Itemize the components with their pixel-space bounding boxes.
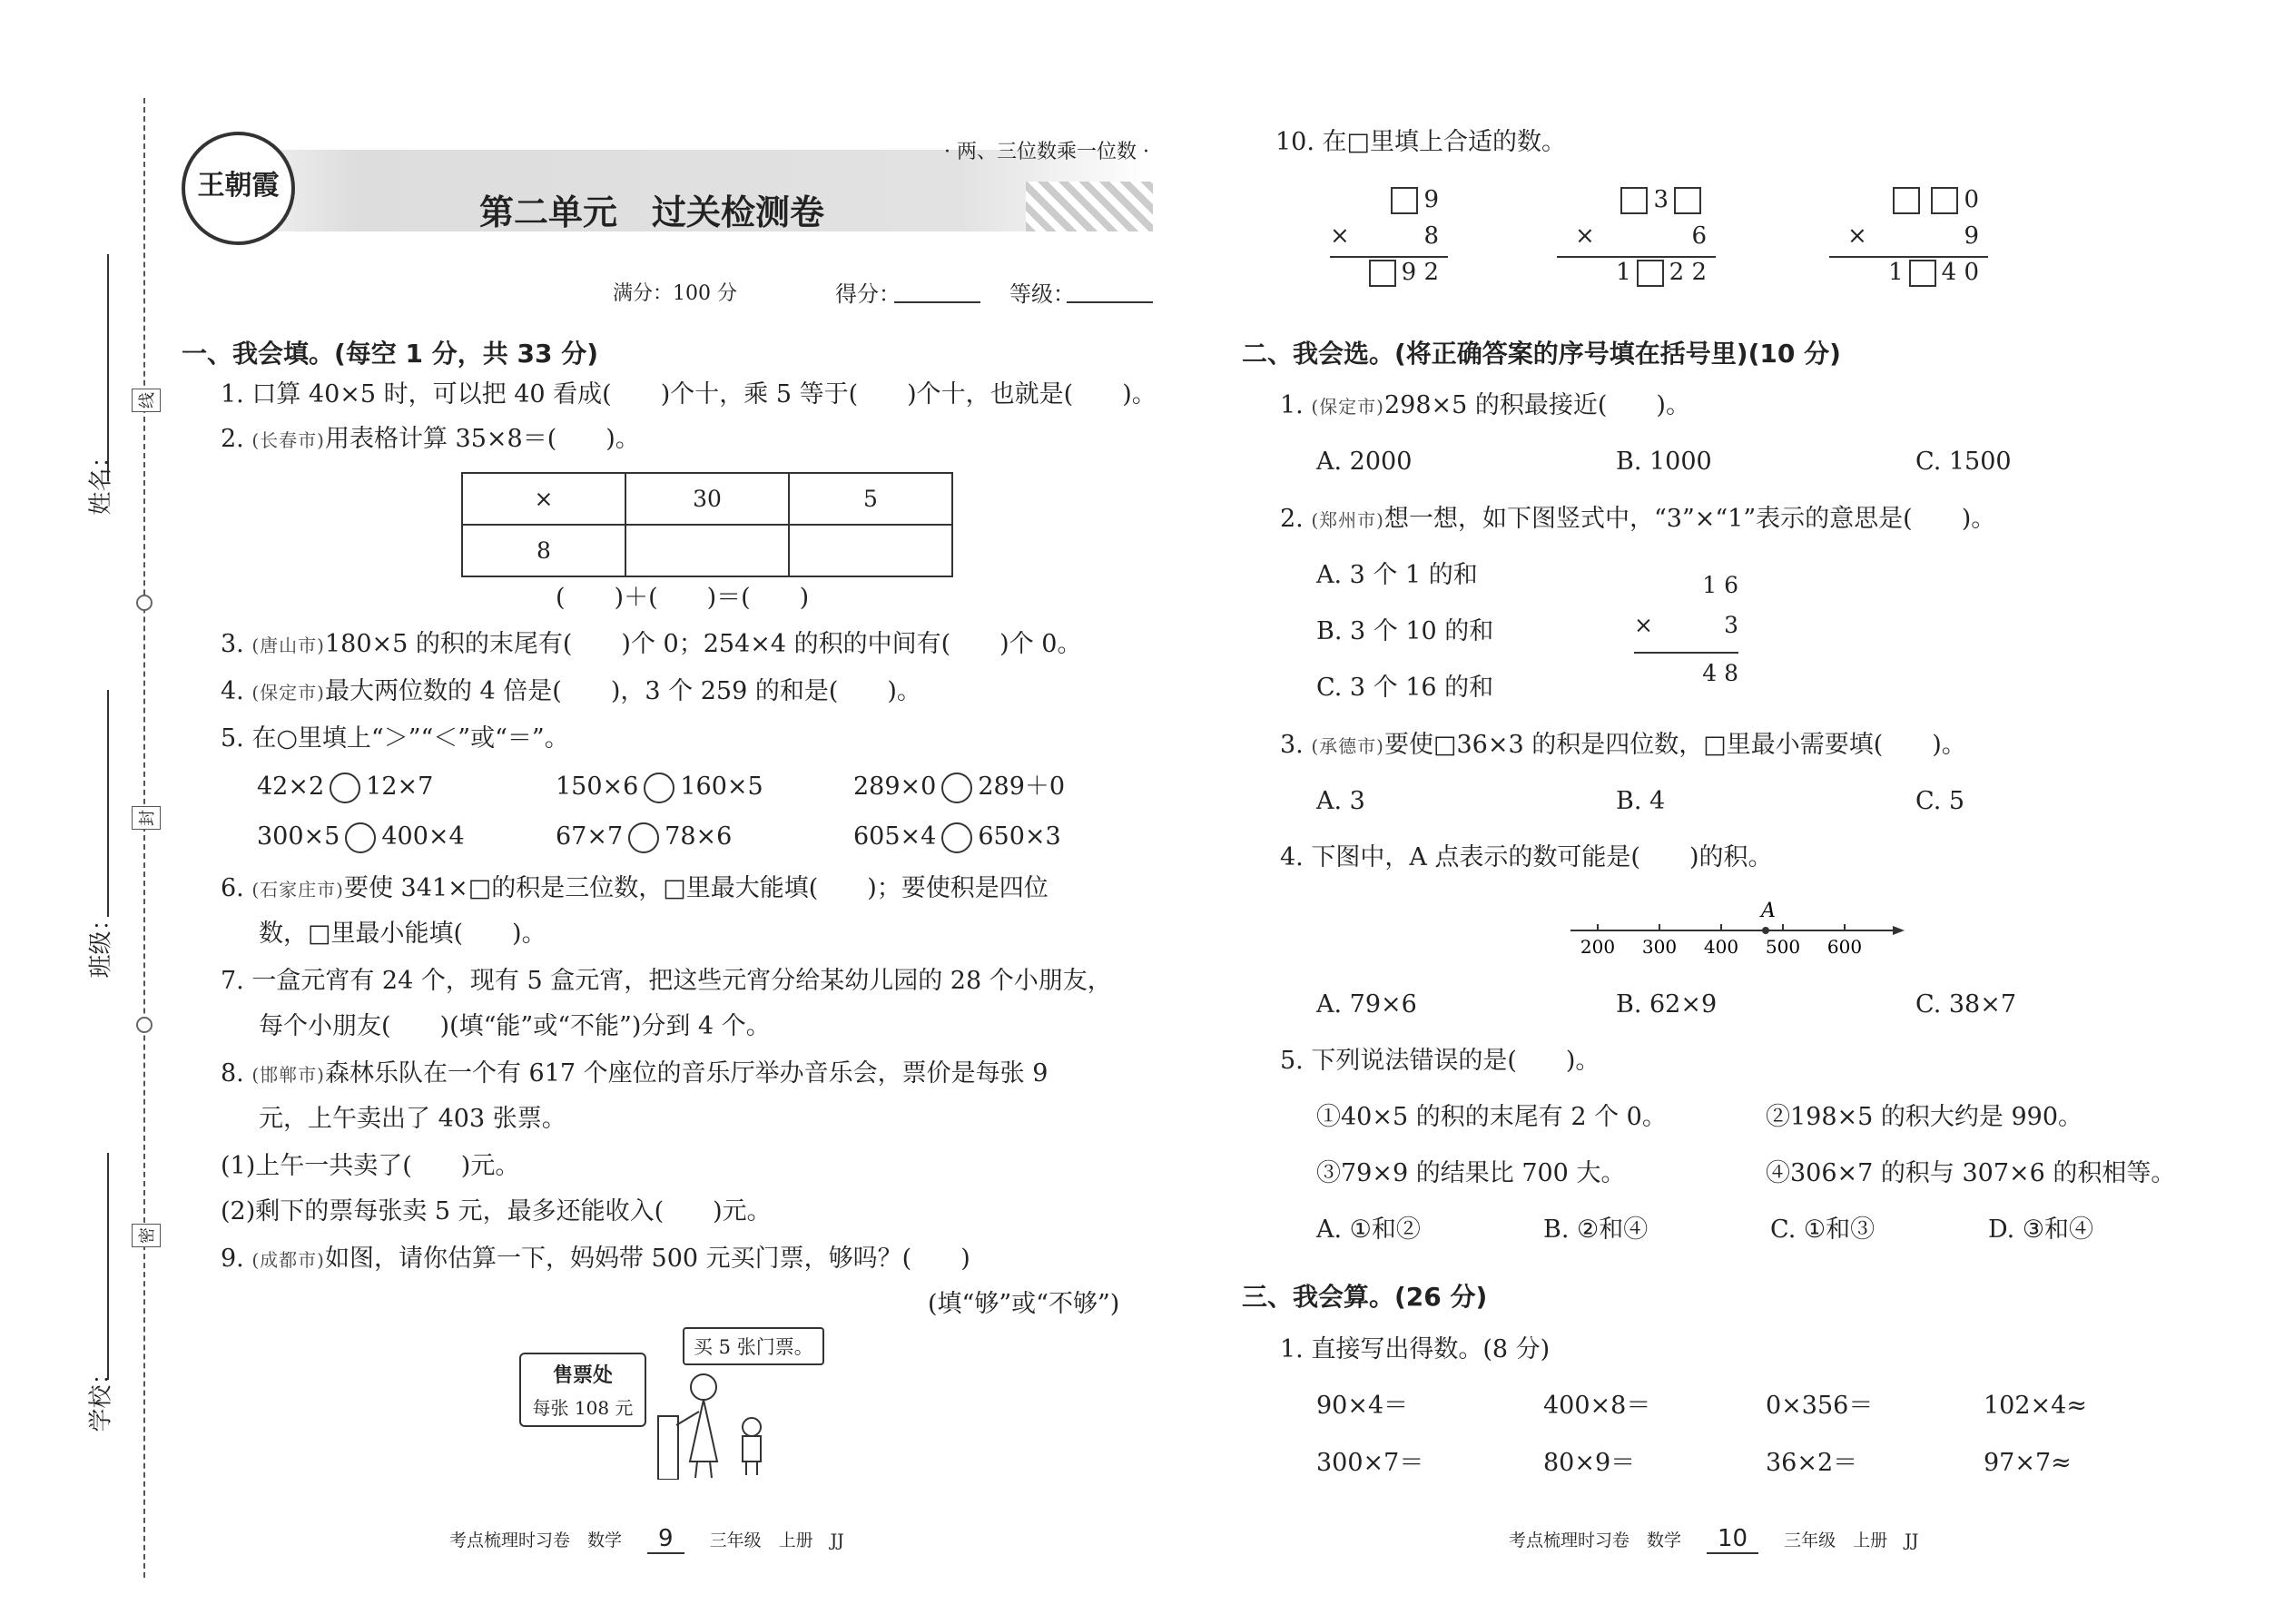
compare-circle[interactable] <box>941 822 972 853</box>
option[interactable]: C. ①和③ <box>1770 1216 1876 1244</box>
source-tag: (承德市) <box>1311 735 1384 757</box>
source-tag: (邯郸市) <box>251 1064 325 1086</box>
source-tag: (保定市) <box>1311 396 1384 418</box>
option[interactable]: B. 4 <box>1616 787 1666 815</box>
compare-item <box>257 822 465 853</box>
q10-title: 10. 在□里填上合适的数。 <box>1275 128 1567 156</box>
digit: 2 2 <box>1669 259 1707 286</box>
score-blank[interactable] <box>894 301 980 303</box>
section-2-title: 二、我会选。(将正确答案的序号填在括号里)(10 分) <box>1242 339 1841 369</box>
q-text: 用表格计算 35×8＝( )。 <box>324 425 640 453</box>
q-text: 180×5 的积的末尾有( )个 0；254×4 的积的中间有( )个 0。 <box>324 630 1082 658</box>
calc-item: 400×8＝ <box>1543 1392 1651 1420</box>
section-1-title: 一、我会填。(每空 1 分，共 33 分) <box>182 339 599 369</box>
times-sign: × <box>1330 222 1350 250</box>
option[interactable]: C. 3 个 16 的和 <box>1316 674 1494 702</box>
logo-text: 王朝霞 <box>197 170 280 202</box>
table-blank[interactable] <box>625 525 789 576</box>
grade-label: 等级： <box>1009 281 1075 307</box>
calc-table <box>461 472 953 577</box>
cmp-right: 289＋0 <box>978 773 1066 801</box>
statement: ④306×7 的积与 307×6 的积相等。 <box>1766 1159 2176 1187</box>
source-tag: (唐山市) <box>251 635 325 656</box>
cmp-right: 160×5 <box>680 773 763 801</box>
name-label: 姓名： <box>87 444 115 516</box>
speech-bubble: 买 5 张门票。 <box>683 1327 824 1365</box>
s1-q6 <box>221 873 1049 905</box>
table-cell: 8 <box>462 525 625 576</box>
option[interactable]: A. 3 个 1 的和 <box>1316 561 1478 589</box>
source-tag: (长春市) <box>251 429 325 451</box>
digit-box[interactable] <box>1637 260 1664 287</box>
compare-item <box>853 772 1065 803</box>
table-cell: × <box>462 473 625 525</box>
digit: 3 <box>1653 186 1669 213</box>
footer-right <box>1509 1525 1918 1554</box>
source-tag: (石家庄市) <box>251 879 344 901</box>
point-a-dot <box>1762 927 1769 934</box>
mother-child-illustration <box>654 1362 781 1480</box>
option[interactable]: A. 2000 <box>1316 448 1413 476</box>
table-cell: 5 <box>789 473 952 525</box>
binding-hole-icon <box>136 595 153 611</box>
s3-q1: 1. 直接写出得数。(8 分) <box>1280 1335 1551 1363</box>
cmp-left: 300×5 <box>257 822 340 851</box>
class-label: 班级： <box>87 907 115 979</box>
ticket-office-label: 售票处 <box>552 1364 613 1387</box>
calc-result: 4 8 <box>1634 652 1738 692</box>
statement: ①40×5 的积的末尾有 2 个 0。 <box>1316 1103 1667 1131</box>
calc-mid: 3 <box>1724 612 1738 638</box>
s1-q6-cont: 数，□里最小能填( )。 <box>259 920 546 948</box>
q-number: 3. <box>1280 731 1304 759</box>
q-number: 2. <box>1280 505 1304 533</box>
option[interactable]: A. 79×6 <box>1316 990 1417 1019</box>
compare-item <box>853 822 1061 853</box>
q-text: 如图，请你估算一下，妈妈带 500 元买门票，够吗？( ) <box>324 1245 970 1273</box>
digit: 1 <box>1888 259 1904 286</box>
s2-q5: 5. 下列说法错误的是( )。 <box>1280 1047 1600 1075</box>
statement: ③79×9 的结果比 700 大。 <box>1316 1159 1626 1187</box>
s1-q8-cont: 元，上午卖出了 403 张票。 <box>259 1105 566 1133</box>
calc-item: 80×9＝ <box>1543 1449 1636 1477</box>
q-text: 要使□36×3 的积是四位数，□里最小需要填( )。 <box>1383 731 1966 759</box>
number-line-label: 200 <box>1580 936 1616 958</box>
q-number: 9. <box>221 1245 244 1273</box>
q-text: 森林乐队在一个有 617 个座位的音乐厅举办音乐会，票价是每张 9 <box>324 1059 1049 1088</box>
seal-mark-line: 线 <box>132 389 161 412</box>
calc-item: 102×4≈ <box>1984 1392 2087 1420</box>
option[interactable]: A. 3 <box>1316 787 1365 815</box>
seal-mark-seal: 封 <box>132 806 161 830</box>
number-line <box>1561 899 1906 962</box>
footer-grade: 三年级 上册 JJ <box>709 1530 844 1550</box>
q-number: 4. <box>221 677 244 705</box>
s2-q1 <box>1280 390 1690 422</box>
s1-q4 <box>221 676 921 708</box>
footer-grade: 三年级 上册 JJ <box>1784 1530 1919 1550</box>
ticket-price: 每张 108 元 <box>532 1397 634 1419</box>
q-text: 298×5 的积最接近( )。 <box>1383 391 1690 419</box>
s2-q2 <box>1280 504 1995 536</box>
number-line-label: 500 <box>1765 936 1801 958</box>
school-underline <box>107 1153 109 1380</box>
digit-box[interactable] <box>1909 260 1936 287</box>
vertical-mult-2 <box>1557 182 1716 290</box>
footer-left <box>449 1525 844 1554</box>
option[interactable]: D. ③和④ <box>1988 1216 2094 1244</box>
option[interactable]: A. ①和② <box>1316 1216 1421 1244</box>
calc-top: 1 6 <box>1702 572 1738 598</box>
s1-q2-sum: ( )＋( )＝( ) <box>556 584 810 612</box>
cmp-right: 400×4 <box>381 822 465 851</box>
digit: 1 <box>1616 259 1631 286</box>
digit: 6 <box>1691 222 1707 250</box>
times-sign: × <box>1575 222 1595 250</box>
compare-circle[interactable] <box>330 773 360 803</box>
source-tag: (成都市) <box>251 1249 325 1271</box>
calc-item: 97×7≈ <box>1984 1449 2072 1477</box>
calc-item: 36×2＝ <box>1766 1449 1858 1477</box>
table-cell: 30 <box>625 473 789 525</box>
option[interactable]: B. 62×9 <box>1616 990 1718 1019</box>
s1-q8-1: (1)上午一共卖了( )元。 <box>221 1152 520 1180</box>
cmp-left: 150×6 <box>556 773 639 801</box>
unit-topic: · 两、三位数乘一位数 · <box>944 141 1149 163</box>
table-blank[interactable] <box>789 525 952 576</box>
q-number: 2. <box>221 425 244 453</box>
digit: 0 <box>1964 186 1979 213</box>
source-tag: (郑州市) <box>1311 509 1384 531</box>
compare-circle[interactable] <box>644 773 674 803</box>
times-sign: × <box>1847 222 1867 250</box>
school-label: 学校： <box>87 1361 115 1432</box>
compare-circle[interactable] <box>628 822 659 853</box>
digit-box[interactable] <box>1931 187 1958 214</box>
s1-q9-hint: (填“够”或“不够”) <box>928 1290 1120 1318</box>
q2-vertical-calc <box>1634 572 1738 692</box>
q-number: 3. <box>221 630 244 658</box>
statement: ②198×5 的积大约是 990。 <box>1766 1103 2083 1131</box>
q-text: 最大两位数的 4 倍是( )，3 个 259 的和是( )。 <box>324 677 921 705</box>
digit-box[interactable] <box>1893 187 1920 214</box>
q-number: 6. <box>221 874 244 902</box>
compare-circle[interactable] <box>345 822 376 853</box>
point-a-label: A <box>1761 900 1776 922</box>
cmp-left: 42×2 <box>257 773 325 801</box>
footer-book: 考点梳理时习卷 数学 <box>1509 1530 1682 1550</box>
compare-item <box>556 822 732 853</box>
calc-item: 0×356＝ <box>1766 1392 1874 1420</box>
vertical-mult-1 <box>1330 182 1448 290</box>
option[interactable]: B. ②和④ <box>1543 1216 1649 1244</box>
digit-box[interactable] <box>1674 187 1701 214</box>
cmp-right: 12×7 <box>366 773 434 801</box>
s2-q4: 4. 下图中，A 点表示的数可能是( )的积。 <box>1280 843 1773 871</box>
s1-q7-cont: 每个小朋友( )(填“能”或“不能”)分到 4 个。 <box>259 1012 771 1040</box>
digit-box[interactable] <box>1391 187 1418 214</box>
source-tag: (保定市) <box>251 682 325 704</box>
option[interactable]: B. 3 个 10 的和 <box>1316 617 1494 645</box>
score-label: 得分： <box>835 281 901 307</box>
compare-item <box>556 772 763 803</box>
section-3-title: 三、我会算。(26 分) <box>1242 1282 1488 1312</box>
page-title: 第二单元 过关检测卷 <box>479 192 825 232</box>
digit-box[interactable] <box>1369 260 1396 287</box>
compare-circle[interactable] <box>941 773 972 803</box>
compare-item <box>257 772 433 803</box>
digit: 9 2 <box>1401 259 1439 286</box>
q-text: 要使 341×□的积是三位数，□里最大能填( )；要使积是四位 <box>343 874 1049 902</box>
option[interactable]: C. 1500 <box>1915 448 2012 476</box>
s1-q3 <box>221 629 1081 661</box>
digit: 9 <box>1964 222 1979 250</box>
class-underline <box>107 690 109 917</box>
brand-logo <box>182 132 295 245</box>
option[interactable]: C. 38×7 <box>1915 990 2017 1019</box>
cmp-right: 78×6 <box>665 822 733 851</box>
digit-box[interactable] <box>1620 187 1648 214</box>
cmp-left: 289×0 <box>853 773 937 801</box>
number-line-label: 300 <box>1641 936 1678 958</box>
q-number: 8. <box>221 1059 244 1088</box>
page-number: 9 <box>647 1525 684 1554</box>
digit: 8 <box>1423 222 1439 250</box>
s1-q5: 5. 在○里填上“＞”“＜”或“＝”。 <box>221 724 569 753</box>
q-text: 想一想，如下图竖式中，“3”×“1”表示的意思是( )。 <box>1383 505 1996 533</box>
ticket-office-sign <box>519 1353 646 1427</box>
footer-book: 考点梳理时习卷 数学 <box>449 1530 623 1550</box>
s2-q3 <box>1280 730 1966 762</box>
digit: 9 <box>1423 186 1439 213</box>
banner-pattern <box>1026 182 1153 231</box>
binding-hole-icon <box>136 1017 153 1033</box>
calc-item: 300×7＝ <box>1316 1449 1424 1477</box>
s1-q9 <box>221 1244 970 1275</box>
full-score: 满分：100 分 <box>613 282 737 305</box>
option[interactable]: C. 5 <box>1915 787 1965 815</box>
vertical-mult-3 <box>1829 182 1988 290</box>
q-number: 1. <box>1280 391 1304 419</box>
digit: 4 0 <box>1941 259 1979 286</box>
cmp-left: 67×7 <box>556 822 624 851</box>
calc-item: 90×4＝ <box>1316 1392 1409 1420</box>
option[interactable]: B. 1000 <box>1616 448 1712 476</box>
s1-q1: 1. 口算 40×5 时，可以把 40 看成( )个十，乘 5 等于( )个十，也就是( )。 <box>221 380 1157 408</box>
binding-dashed-line <box>143 98 145 1578</box>
s1-q2 <box>221 424 640 456</box>
s1-q8-2: (2)剩下的票每张卖 5 元，最多还能收入( )元。 <box>221 1197 772 1225</box>
number-line-label: 600 <box>1826 936 1863 958</box>
seal-mark-secret: 密 <box>132 1224 161 1247</box>
s1-q7: 7. 一盒元宵有 24 个，现有 5 盒元宵，把这些元宵分给某幼儿园的 28 个小朋友， <box>221 967 1112 995</box>
cmp-left: 605×4 <box>853 822 937 851</box>
grade-blank[interactable] <box>1067 301 1153 303</box>
s1-q8 <box>221 1058 1048 1090</box>
times-sign: × <box>1634 612 1653 638</box>
page-number: 10 <box>1707 1525 1758 1554</box>
cmp-right: 650×3 <box>978 822 1061 851</box>
number-line-label: 400 <box>1703 936 1739 958</box>
